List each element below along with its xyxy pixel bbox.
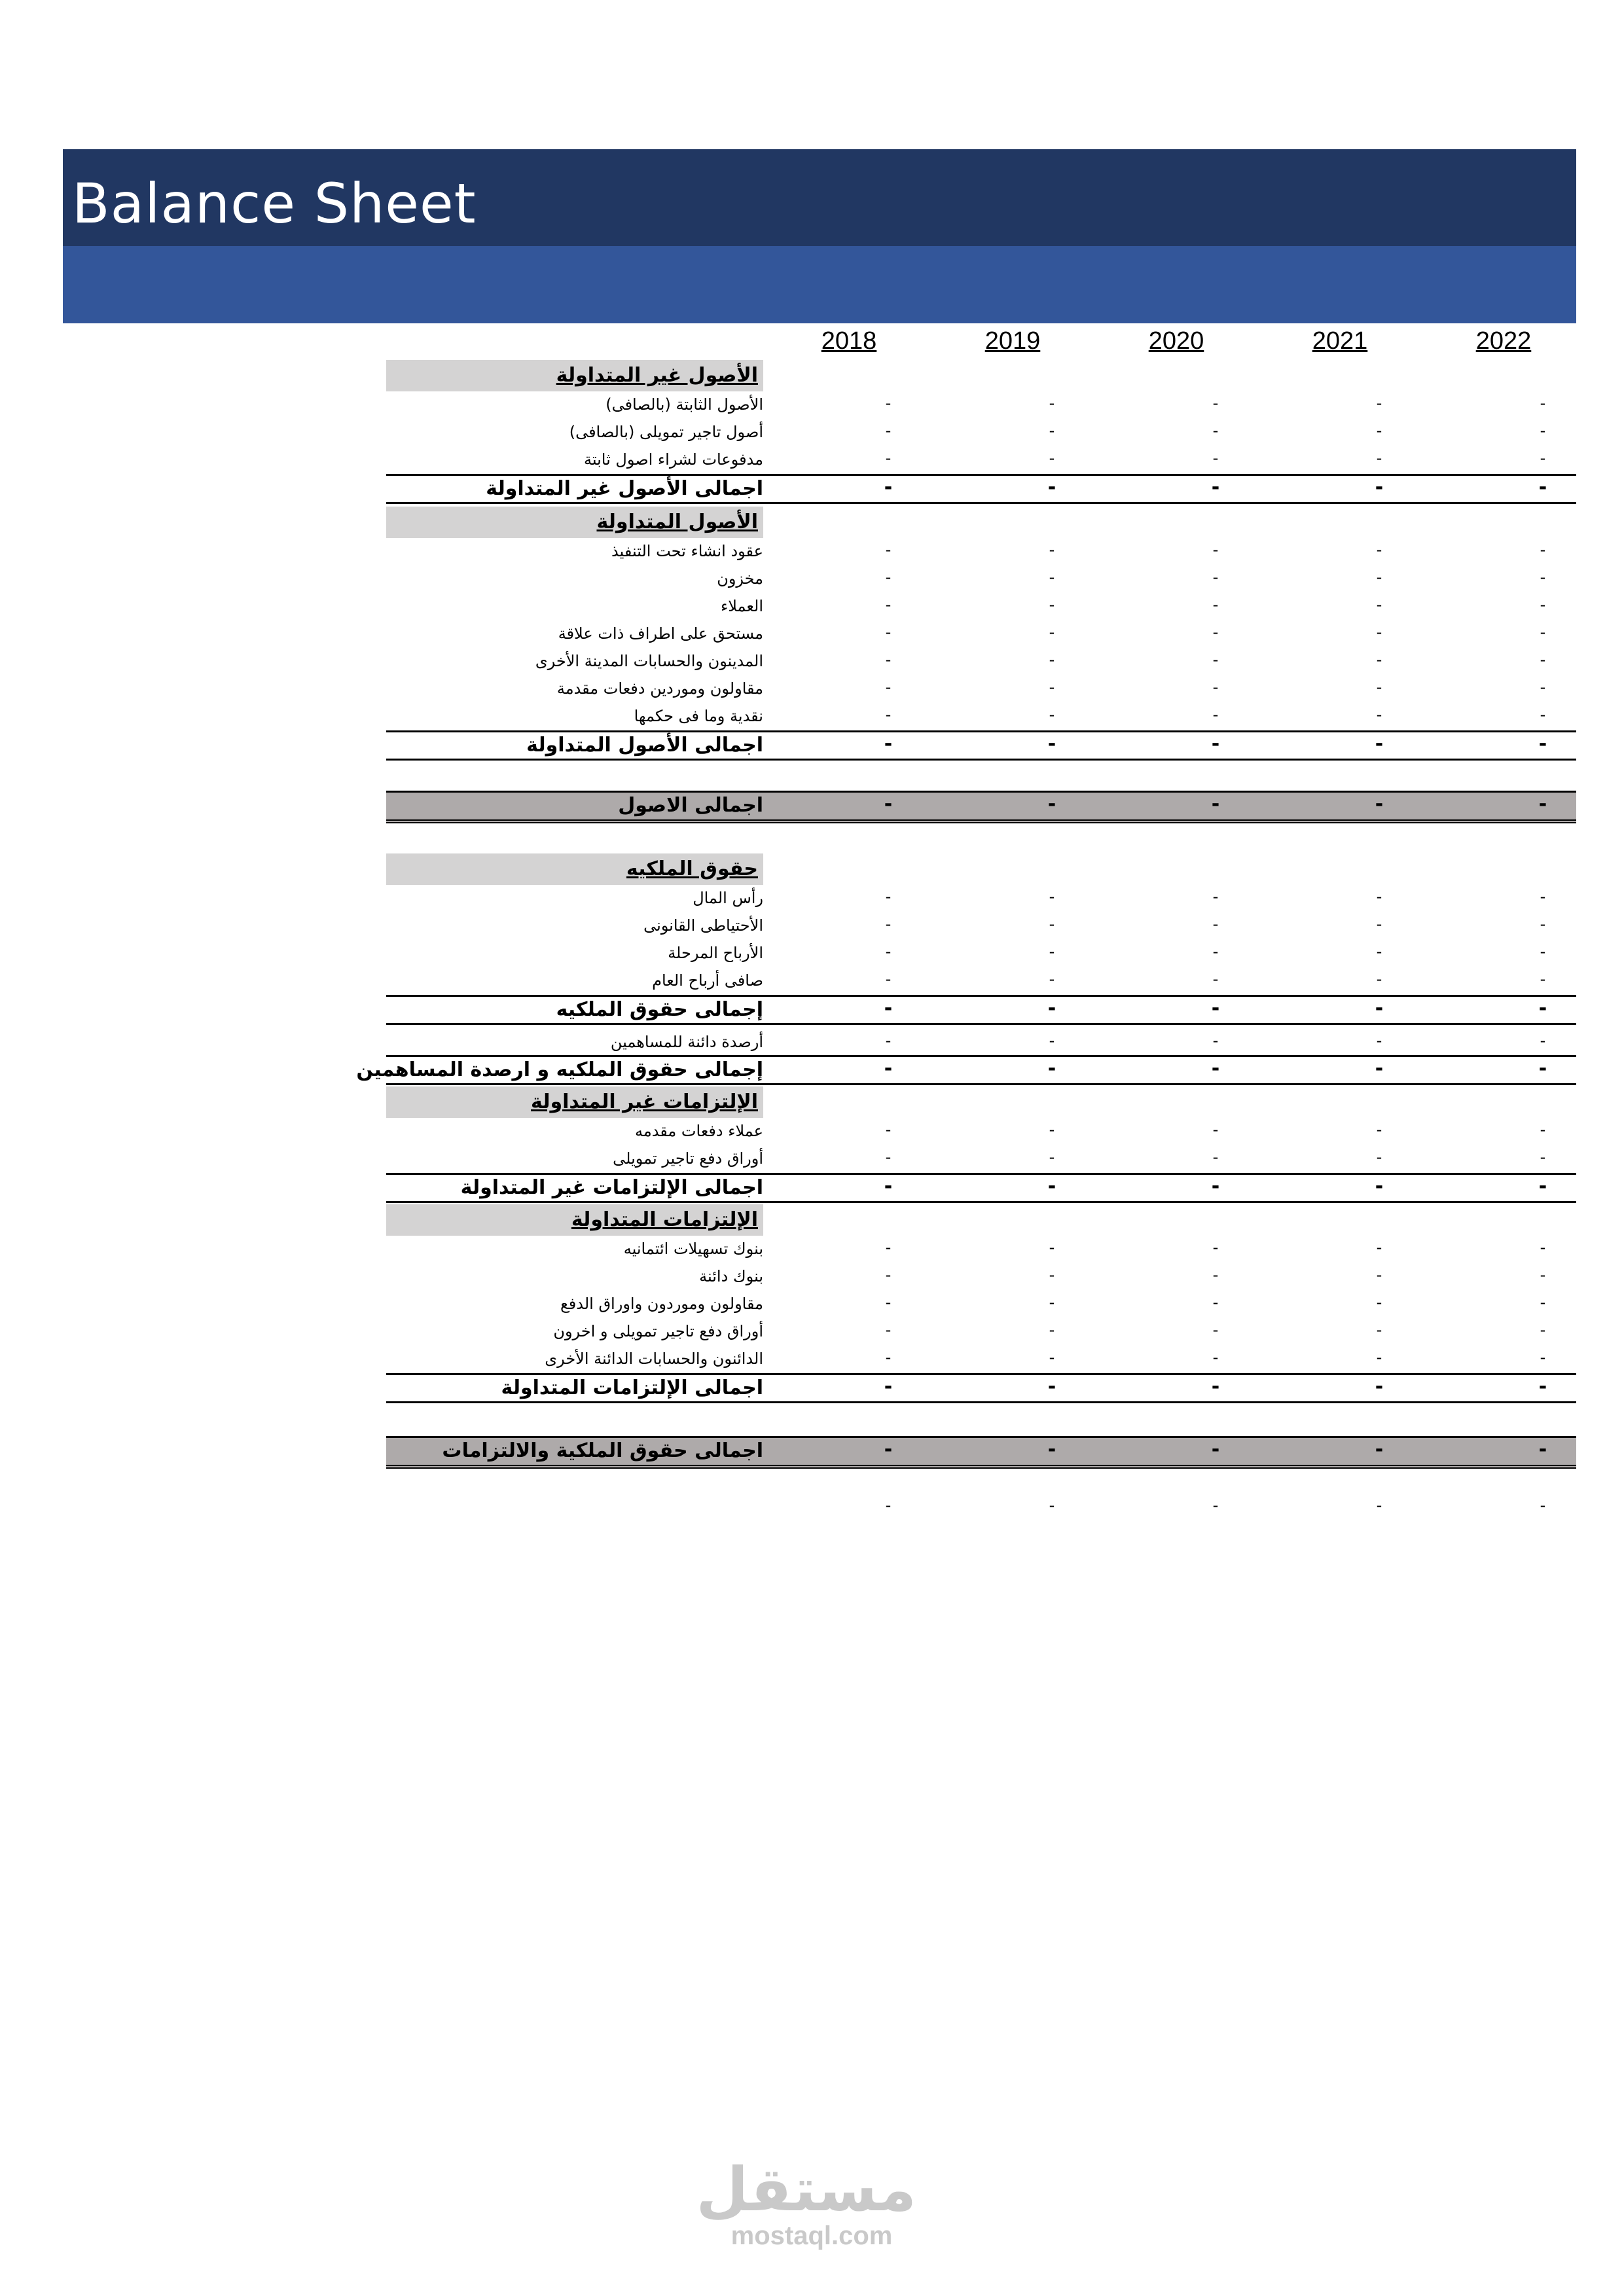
subtitle-banner	[63, 246, 1576, 323]
value-2019: -	[1047, 732, 1056, 755]
value-2019: -	[1049, 1031, 1055, 1050]
value-2019: -	[1049, 541, 1055, 559]
value-2018: -	[885, 623, 892, 641]
value-2021: -	[1376, 942, 1382, 961]
check-row	[386, 1496, 1576, 1524]
value-2022: -	[1540, 678, 1546, 696]
year-2019: 2019	[984, 327, 1041, 355]
row-label: الإلتزامات المتداولة	[571, 1208, 758, 1231]
value-2019: -	[1047, 1438, 1056, 1461]
value-2018: -	[885, 1266, 892, 1284]
value-2022: -	[1540, 541, 1546, 559]
row-label: عقود انشاء تحت التنفيذ	[611, 542, 763, 560]
value-2019: -	[1047, 1375, 1056, 1398]
value-2022: -	[1540, 706, 1546, 724]
row-label: الأصول الثابتة (بالصافى)	[605, 395, 763, 414]
value-2020: -	[1211, 1175, 1220, 1198]
value-2018: -	[885, 1348, 892, 1367]
line-item	[386, 885, 1576, 912]
line-item	[386, 675, 1576, 703]
total-row	[386, 474, 1576, 504]
value-2020: -	[1211, 793, 1220, 816]
value-2018: -	[885, 1031, 892, 1050]
value-2021: -	[1376, 1121, 1382, 1139]
value-2018: -	[884, 1438, 893, 1461]
watermark-latin: mostaql.com	[731, 2221, 893, 2250]
line-item	[386, 565, 1576, 593]
value-2021: -	[1375, 1057, 1384, 1080]
value-2019: -	[1047, 476, 1056, 499]
value-2020: -	[1211, 1057, 1220, 1080]
total-row	[386, 1373, 1576, 1403]
line-item	[386, 1029, 1576, 1056]
value-2020: -	[1212, 1293, 1219, 1312]
value-2022: -	[1540, 1348, 1546, 1367]
value-2022: -	[1540, 1148, 1546, 1166]
line-item	[386, 1118, 1576, 1145]
value-2022: -	[1538, 476, 1547, 499]
value-2019: -	[1049, 706, 1055, 724]
row-label: اجمالى حقوق الملكية والالتزامات	[442, 1439, 763, 1462]
line-item	[386, 967, 1576, 995]
value-2019: -	[1049, 1238, 1055, 1257]
value-2020: -	[1212, 678, 1219, 696]
value-2019: -	[1049, 1348, 1055, 1367]
row-label: اجمالى الاصول	[618, 794, 763, 817]
row-label: اجمالى الإلتزامات المتداولة	[501, 1376, 763, 1399]
value-2022: -	[1540, 888, 1546, 906]
value-2020: -	[1212, 1266, 1219, 1284]
line-item	[386, 912, 1576, 940]
value-2018: -	[884, 476, 893, 499]
total-row	[386, 730, 1576, 761]
value-2021: -	[1376, 970, 1382, 988]
value-2021: -	[1375, 1438, 1384, 1461]
value-2021: -	[1375, 793, 1384, 816]
value-2022: -	[1538, 997, 1547, 1020]
value-2022: -	[1540, 1321, 1546, 1339]
page-title: Balance Sheet	[72, 171, 477, 236]
total-row	[386, 995, 1576, 1025]
value-2022: -	[1538, 1175, 1547, 1198]
value-2020: -	[1212, 422, 1219, 440]
line-item	[386, 1346, 1576, 1373]
value-2020: -	[1212, 888, 1219, 906]
value-2019: -	[1047, 1175, 1056, 1198]
value-2019: -	[1049, 422, 1055, 440]
value-2021: -	[1376, 706, 1382, 724]
row-label: العملاء	[720, 597, 763, 615]
row-label: الإلتزامات غير المتداولة	[531, 1090, 758, 1113]
line-item	[386, 1145, 1576, 1173]
value-2018: -	[885, 422, 892, 440]
row-label: حقوق الملكيه	[626, 857, 758, 880]
value-2018: -	[885, 942, 892, 961]
value-2018: -	[885, 678, 892, 696]
value-2019: -	[1049, 1121, 1055, 1139]
value-2021: -	[1376, 915, 1382, 933]
value-2018: -	[885, 651, 892, 669]
value-2021: -	[1376, 1348, 1382, 1367]
value-2022: -	[1540, 596, 1546, 614]
value-2021: -	[1376, 1238, 1382, 1257]
section-header	[386, 507, 1576, 538]
row-label: اجمالى الأصول غير المتداولة	[486, 477, 763, 500]
line-item	[386, 1263, 1576, 1291]
value-2019: -	[1049, 449, 1055, 467]
value-2019: -	[1049, 970, 1055, 988]
row-label: بنوك تسهيلات ائتمانيه	[623, 1240, 763, 1258]
value-2022: -	[1540, 942, 1546, 961]
year-2018: 2018	[821, 327, 877, 355]
value-2022: -	[1540, 970, 1546, 988]
value-2019: -	[1049, 1266, 1055, 1284]
value-2019: -	[1049, 942, 1055, 961]
row-label: المدينون والحسابات المدينة الأخرى	[535, 652, 763, 670]
value-2020: -	[1212, 623, 1219, 641]
watermark-logo	[696, 2155, 916, 2251]
value-2022: -	[1538, 732, 1547, 755]
value-2019: -	[1049, 1496, 1055, 1515]
year-2021: 2021	[1312, 327, 1368, 355]
value-2021: -	[1376, 888, 1382, 906]
value-2022: -	[1538, 793, 1547, 816]
value-2022: -	[1540, 915, 1546, 933]
value-2020: -	[1212, 706, 1219, 724]
value-2022: -	[1540, 1121, 1546, 1139]
value-2020: -	[1211, 1375, 1220, 1398]
value-2018: -	[885, 1293, 892, 1312]
value-2022: -	[1538, 1438, 1547, 1461]
value-2018: -	[884, 997, 893, 1020]
value-2020: -	[1212, 596, 1219, 614]
value-2020: -	[1212, 1496, 1219, 1515]
row-label: الدائنون والحسابات الدائنة الأخرى	[545, 1350, 763, 1368]
row-label: رأس المال	[693, 889, 763, 907]
value-2020: -	[1211, 1438, 1220, 1461]
value-2021: -	[1375, 732, 1384, 755]
value-2020: -	[1212, 1121, 1219, 1139]
value-2018: -	[884, 1175, 893, 1198]
value-2021: -	[1376, 1148, 1382, 1166]
value-2021: -	[1376, 568, 1382, 586]
row-label: أصول تاجير تمويلى (بالصافى)	[569, 423, 763, 441]
value-2021: -	[1376, 1321, 1382, 1339]
line-item	[386, 620, 1576, 648]
value-2019: -	[1047, 1057, 1056, 1080]
row-label: بنوك دائنة	[699, 1267, 763, 1285]
line-item	[386, 648, 1576, 675]
value-2021: -	[1376, 623, 1382, 641]
section-header	[386, 1204, 1576, 1236]
row-label: اجمالى الإلتزامات غير المتداولة	[460, 1176, 763, 1199]
value-2020: -	[1212, 1238, 1219, 1257]
value-2022: -	[1540, 1031, 1546, 1050]
value-2018: -	[885, 394, 892, 412]
value-2020: -	[1212, 1321, 1219, 1339]
value-2018: -	[885, 1121, 892, 1139]
line-item	[386, 593, 1576, 620]
value-2021: -	[1376, 422, 1382, 440]
row-label: الأصول غير المتداولة	[556, 364, 758, 387]
value-2019: -	[1049, 1148, 1055, 1166]
value-2020: -	[1211, 997, 1220, 1020]
line-item	[386, 391, 1576, 419]
value-2020: -	[1212, 942, 1219, 961]
value-2019: -	[1049, 651, 1055, 669]
line-item	[386, 1236, 1576, 1263]
section-header	[386, 360, 1576, 391]
row-label: اجمالى الأصول المتداولة	[526, 734, 763, 757]
value-2019: -	[1049, 623, 1055, 641]
value-2021: -	[1375, 1375, 1384, 1398]
value-2020: -	[1212, 970, 1219, 988]
value-2019: -	[1049, 596, 1055, 614]
value-2018: -	[884, 1375, 893, 1398]
value-2018: -	[884, 1057, 893, 1080]
value-2019: -	[1049, 568, 1055, 586]
value-2018: -	[885, 541, 892, 559]
row-label: عملاء دفعات مقدمه	[634, 1122, 763, 1140]
value-2019: -	[1049, 394, 1055, 412]
value-2022: -	[1540, 422, 1546, 440]
value-2018: -	[885, 449, 892, 467]
value-2021: -	[1375, 1175, 1384, 1198]
row-label: الأصول المتداولة	[596, 511, 758, 533]
value-2021: -	[1376, 449, 1382, 467]
value-2019: -	[1047, 997, 1056, 1020]
value-2019: -	[1049, 678, 1055, 696]
value-2019: -	[1049, 1293, 1055, 1312]
line-item	[386, 1291, 1576, 1318]
value-2021: -	[1376, 1293, 1382, 1312]
row-label: أوراق دفع تاجير تمويلى و اخرون	[553, 1322, 763, 1340]
line-item	[386, 419, 1576, 446]
section-header	[386, 853, 1576, 885]
row-label: الأرباح المرحلة	[668, 944, 763, 962]
row-label: أرصدة دائنة للمساهمين	[610, 1033, 763, 1051]
value-2021: -	[1376, 1031, 1382, 1050]
row-label: مقاولون وموردون واوراق الدفع	[560, 1295, 763, 1313]
year-2022: 2022	[1475, 327, 1532, 355]
value-2018: -	[885, 888, 892, 906]
row-label: إجمالى حقوق الملكيه	[556, 998, 763, 1021]
line-item	[386, 703, 1576, 730]
value-2022: -	[1538, 1375, 1547, 1398]
value-2021: -	[1375, 476, 1384, 499]
row-label: نقدية وما فى حكمها	[634, 707, 763, 725]
value-2022: -	[1540, 394, 1546, 412]
row-label: مدفوعات لشراء اصول ثابتة	[583, 450, 763, 469]
value-2021: -	[1376, 678, 1382, 696]
value-2021: -	[1376, 596, 1382, 614]
year-2020: 2020	[1148, 327, 1204, 355]
total-row	[356, 1055, 1576, 1085]
value-2018: -	[885, 1496, 892, 1515]
row-label: الأحتياطى القانونى	[643, 916, 763, 935]
value-2020: -	[1212, 449, 1219, 467]
line-item	[386, 1318, 1576, 1346]
line-item	[386, 538, 1576, 565]
value-2022: -	[1540, 1238, 1546, 1257]
value-2022: -	[1540, 651, 1546, 669]
row-label: صافى أرباح العام	[652, 971, 763, 990]
value-2018: -	[885, 1321, 892, 1339]
total-row	[386, 1436, 1576, 1469]
value-2018: -	[885, 970, 892, 988]
value-2020: -	[1211, 476, 1220, 499]
year-header	[0, 327, 1624, 360]
total-row	[386, 1173, 1576, 1203]
value-2022: -	[1540, 1293, 1546, 1312]
row-label: مستحق على اطراف ذات علاقة	[558, 624, 763, 643]
value-2020: -	[1212, 1348, 1219, 1367]
value-2018: -	[884, 793, 893, 816]
value-2021: -	[1375, 997, 1384, 1020]
value-2018: -	[885, 1148, 892, 1166]
value-2022: -	[1540, 623, 1546, 641]
value-2022: -	[1540, 1496, 1546, 1515]
value-2022: -	[1538, 1057, 1547, 1080]
value-2021: -	[1376, 394, 1382, 412]
row-label: مقاولون وموردين دفعات مقدمة	[556, 679, 763, 698]
row-label: أوراق دفع تاجير تمويلى	[613, 1149, 763, 1168]
value-2020: -	[1212, 1031, 1219, 1050]
value-2021: -	[1376, 651, 1382, 669]
value-2018: -	[885, 568, 892, 586]
value-2018: -	[885, 596, 892, 614]
value-2018: -	[885, 706, 892, 724]
value-2018: -	[884, 732, 893, 755]
value-2022: -	[1540, 1266, 1546, 1284]
value-2019: -	[1049, 1321, 1055, 1339]
value-2021: -	[1376, 541, 1382, 559]
value-2020: -	[1212, 1148, 1219, 1166]
value-2019: -	[1047, 793, 1056, 816]
value-2018: -	[885, 915, 892, 933]
value-2019: -	[1049, 888, 1055, 906]
value-2018: -	[885, 1238, 892, 1257]
value-2020: -	[1212, 651, 1219, 669]
watermark-arabic: مستقل	[696, 2155, 916, 2225]
value-2022: -	[1540, 449, 1546, 467]
value-2020: -	[1212, 568, 1219, 586]
value-2022: -	[1540, 568, 1546, 586]
row-label: إجمالى حقوق الملكيه و ارصدة المساهمين	[356, 1058, 763, 1081]
value-2020: -	[1212, 541, 1219, 559]
line-item	[386, 940, 1576, 967]
value-2021: -	[1376, 1496, 1382, 1515]
value-2019: -	[1049, 915, 1055, 933]
section-header	[386, 1086, 1576, 1118]
value-2021: -	[1376, 1266, 1382, 1284]
value-2020: -	[1211, 732, 1220, 755]
line-item	[386, 446, 1576, 474]
value-2020: -	[1212, 394, 1219, 412]
row-label: مخزون	[717, 569, 763, 588]
value-2020: -	[1212, 915, 1219, 933]
total-row	[386, 791, 1576, 823]
